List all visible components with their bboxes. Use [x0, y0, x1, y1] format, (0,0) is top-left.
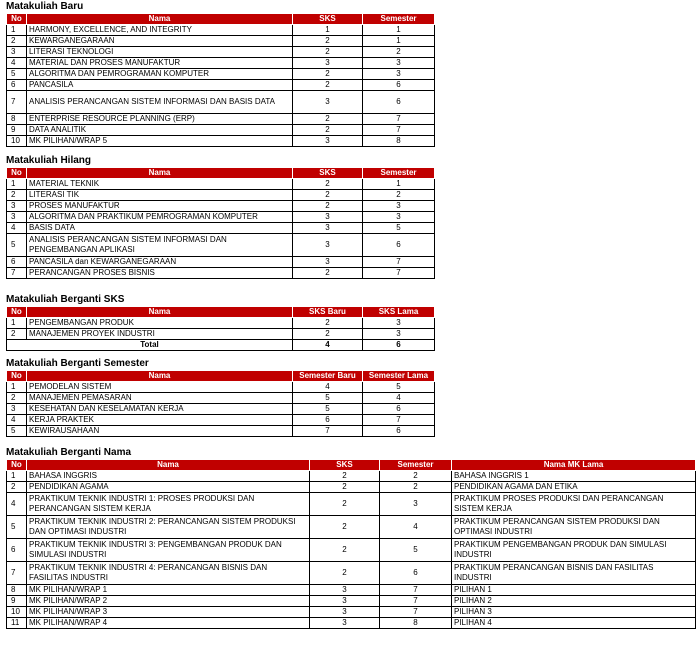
col-4: 3: [363, 69, 435, 80]
section-title-berganti-sks: Matakuliah Berganti SKS: [6, 294, 125, 305]
total-sks-lama: 6: [363, 340, 435, 351]
col-3: 2: [293, 201, 363, 212]
col-4: 7: [380, 607, 452, 618]
course-name: MANAJEMEN PROYEK INDUSTRI: [27, 329, 293, 340]
column-header: No: [7, 371, 27, 382]
table-row: [7, 607, 696, 618]
course-name: MATERIAL TEKNIK: [27, 179, 293, 190]
course-name: ALGORITMA DAN PEMROGRAMAN KOMPUTER: [27, 69, 293, 80]
course-name: LITERASI TEKNOLOGI: [27, 47, 293, 58]
course-name: PROSES MANUFAKTUR: [27, 201, 293, 212]
col-3: 2: [310, 471, 380, 482]
col-4: 1: [363, 36, 435, 47]
row-number: 7: [7, 268, 27, 279]
table-row: [7, 493, 696, 516]
col-3: 2: [293, 268, 363, 279]
col-4: 6: [363, 404, 435, 415]
row-number: 7: [7, 91, 27, 114]
course-name: KESEHATAN DAN KESELAMATAN KERJA: [27, 404, 293, 415]
table-row: [7, 516, 696, 539]
row-number: 3: [7, 404, 27, 415]
table-row: [7, 329, 435, 340]
col-4: 7: [380, 585, 452, 596]
table-row: [7, 471, 696, 482]
course-name: PRAKTIKUM TEKNIK INDUSTRI 4: PERANCANGAN BISNIS DAN FASILITAS INDUSTRI: [27, 562, 310, 585]
col-4: 7: [363, 257, 435, 268]
table-row: [7, 404, 435, 415]
col-4: 1: [363, 25, 435, 36]
course-name: PEMODELAN SISTEM: [27, 382, 293, 393]
row-number: 2: [7, 329, 27, 340]
row-number: 11: [7, 618, 27, 629]
table-row: [7, 426, 435, 437]
table-row: [7, 382, 435, 393]
course-name: MK PILIHAN/WRAP 5: [27, 136, 293, 147]
table-row: [7, 80, 435, 91]
row-number: 3: [7, 47, 27, 58]
col-3: 3: [310, 596, 380, 607]
table-row: [7, 562, 696, 585]
col-3: 2: [310, 493, 380, 516]
col-4: 2: [363, 190, 435, 201]
column-header: Semester Baru: [293, 371, 363, 382]
col-4: 6: [363, 234, 435, 257]
table-row: [7, 618, 696, 629]
col-4: 6: [363, 91, 435, 114]
table-row: [7, 223, 435, 234]
col-3: 2: [310, 562, 380, 585]
row-number: 3: [7, 212, 27, 223]
table-berganti-semester: [6, 370, 435, 437]
column-header: No: [7, 460, 27, 471]
col-4: 2: [380, 482, 452, 493]
col-3: 4: [293, 382, 363, 393]
column-header: Nama: [27, 460, 310, 471]
row-number: 4: [7, 223, 27, 234]
column-header: Semester: [363, 168, 435, 179]
course-name: PENGEMBANGAN PRODUK: [27, 318, 293, 329]
row-number: 2: [7, 393, 27, 404]
col-3: 2: [293, 125, 363, 136]
column-header: SKS: [293, 14, 363, 25]
col-3: 5: [293, 404, 363, 415]
old-course-name: PILIHAN 2: [452, 596, 696, 607]
table-row: [7, 190, 435, 201]
course-name: MANAJEMEN PEMASARAN: [27, 393, 293, 404]
table-row: [7, 201, 435, 212]
column-header: Semester Lama: [363, 371, 435, 382]
table-row: [7, 539, 696, 562]
table-row: [7, 318, 435, 329]
old-course-name: PENDIDIKAN AGAMA DAN ETIKA: [452, 482, 696, 493]
col-4: 4: [363, 393, 435, 404]
course-name: LITERASI TIK: [27, 190, 293, 201]
row-number: 4: [7, 58, 27, 69]
column-header: Semester: [363, 14, 435, 25]
old-course-name: PRAKTIKUM PENGEMBANGAN PRODUK DAN SIMULASI INDUSTRI: [452, 539, 696, 562]
col-4: 7: [363, 268, 435, 279]
table-row: [7, 36, 435, 47]
course-name: PANCASILA: [27, 80, 293, 91]
section-title-berganti-nama: Matakuliah Berganti Nama: [6, 447, 132, 458]
col-4: 7: [380, 596, 452, 607]
col-4: 7: [363, 114, 435, 125]
col-3: 2: [293, 190, 363, 201]
course-name: BASIS DATA: [27, 223, 293, 234]
row-number: 3: [7, 201, 27, 212]
col-3: 3: [293, 234, 363, 257]
col-3: 3: [310, 618, 380, 629]
column-header: SKS: [293, 168, 363, 179]
col-4: 5: [363, 223, 435, 234]
column-header: Nama: [27, 307, 293, 318]
table-matakuliah-hilang: [6, 167, 435, 279]
column-header: No: [7, 14, 27, 25]
table-row: [7, 596, 696, 607]
column-header: Nama: [27, 168, 293, 179]
col-4: 3: [363, 58, 435, 69]
course-name: ANALISIS PERANCANGAN SISTEM INFORMASI DAN BASIS DATA: [27, 91, 293, 114]
col-3: 3: [293, 223, 363, 234]
course-name: PENDIDIKAN AGAMA: [27, 482, 310, 493]
course-name: PRAKTIKUM TEKNIK INDUSTRI 1: PROSES PRODUKSI DAN PERANCANGAN SISTEM KERJA: [27, 493, 310, 516]
section-title-baru: Matakuliah Baru: [6, 1, 84, 12]
col-3: 2: [310, 539, 380, 562]
col-3: 3: [310, 585, 380, 596]
section-title-hilang: Matakuliah Hilang: [6, 155, 92, 166]
row-number: 2: [7, 190, 27, 201]
col-3: 2: [293, 329, 363, 340]
col-3: 2: [293, 179, 363, 190]
table-row: [7, 114, 435, 125]
row-number: 5: [7, 516, 27, 539]
course-name: ANALISIS PERANCANGAN SISTEM INFORMASI DAN PENGEMBANGAN APLIKASI: [27, 234, 293, 257]
table-row: [7, 69, 435, 80]
table-row: [7, 136, 435, 147]
col-3: 3: [310, 607, 380, 618]
column-header: No: [7, 307, 27, 318]
course-name: KEWARGANEGARAAN: [27, 36, 293, 47]
course-name: MK PILIHAN/WRAP 2: [27, 596, 310, 607]
total-row: [7, 340, 435, 351]
col-4: 2: [363, 47, 435, 58]
col-4: 8: [363, 136, 435, 147]
row-number: 1: [7, 471, 27, 482]
col-4: 1: [363, 179, 435, 190]
col-4: 3: [363, 318, 435, 329]
col-3: 5: [293, 393, 363, 404]
total-sks-baru: 4: [293, 340, 363, 351]
section-title-berganti-semester: Matakuliah Berganti Semester: [6, 358, 149, 369]
row-number: 5: [7, 69, 27, 80]
course-name: MK PILIHAN/WRAP 1: [27, 585, 310, 596]
col-4: 7: [363, 415, 435, 426]
col-3: 3: [293, 136, 363, 147]
table-header-row: [7, 14, 435, 25]
col-4: 7: [363, 125, 435, 136]
row-number: 2: [7, 482, 27, 493]
row-number: 7: [7, 562, 27, 585]
old-course-name: PILIHAN 1: [452, 585, 696, 596]
table-row: [7, 268, 435, 279]
col-4: 3: [380, 493, 452, 516]
col-4: 5: [380, 539, 452, 562]
col-3: 2: [293, 114, 363, 125]
col-4: 3: [363, 329, 435, 340]
row-number: 1: [7, 25, 27, 36]
column-header: Semester: [380, 460, 452, 471]
row-number: 6: [7, 80, 27, 91]
column-header: No: [7, 168, 27, 179]
table-row: [7, 415, 435, 426]
col-3: 2: [293, 80, 363, 91]
row-number: 2: [7, 36, 27, 47]
row-number: 1: [7, 179, 27, 190]
total-label: Total: [7, 340, 293, 351]
course-name: PRAKTIKUM TEKNIK INDUSTRI 3: PENGEMBANGAN PRODUK DAN SIMULASI INDUSTRI: [27, 539, 310, 562]
col-4: 6: [363, 80, 435, 91]
table-header-row: [7, 307, 435, 318]
table-header-row: [7, 460, 696, 471]
col-3: 2: [293, 47, 363, 58]
table-berganti-nama: [6, 459, 696, 629]
column-header: SKS Baru: [293, 307, 363, 318]
column-header: Nama MK Lama: [452, 460, 696, 471]
row-number: 10: [7, 136, 27, 147]
table-header-row: [7, 371, 435, 382]
col-3: 2: [293, 36, 363, 47]
course-name: ALGORITMA DAN PRAKTIKUM PEMROGRAMAN KOMPUTER: [27, 212, 293, 223]
column-header: Nama: [27, 14, 293, 25]
col-3: 3: [293, 58, 363, 69]
table-row: [7, 257, 435, 268]
course-name: MK PILIHAN/WRAP 3: [27, 607, 310, 618]
row-number: 8: [7, 114, 27, 125]
course-name: PERANCANGAN PROSES BISNIS: [27, 268, 293, 279]
old-course-name: BAHASA INGGRIS 1: [452, 471, 696, 482]
course-name: PANCASILA dan KEWARGANEGARAAN: [27, 257, 293, 268]
course-name: BAHASA INGGRIS: [27, 471, 310, 482]
old-course-name: PRAKTIKUM PERANCANGAN BISNIS DAN FASILITAS INDUSTRI: [452, 562, 696, 585]
col-3: 2: [293, 69, 363, 80]
col-4: 8: [380, 618, 452, 629]
col-3: 7: [293, 426, 363, 437]
row-number: 5: [7, 234, 27, 257]
course-name: KEWIRAUSAHAAN: [27, 426, 293, 437]
col-4: 3: [363, 201, 435, 212]
col-3: 2: [310, 482, 380, 493]
col-4: 6: [363, 426, 435, 437]
row-number: 9: [7, 125, 27, 136]
table-row: [7, 58, 435, 69]
row-number: 6: [7, 257, 27, 268]
table-matakuliah-baru: [6, 13, 435, 147]
col-3: 3: [293, 257, 363, 268]
column-header: SKS Lama: [363, 307, 435, 318]
row-number: 8: [7, 585, 27, 596]
table-berganti-sks: [6, 306, 435, 351]
course-name: KERJA PRAKTEK: [27, 415, 293, 426]
col-3: 3: [293, 91, 363, 114]
table-row: [7, 125, 435, 136]
row-number: 4: [7, 415, 27, 426]
col-3: 2: [293, 318, 363, 329]
col-4: 3: [363, 212, 435, 223]
table-header-row: [7, 168, 435, 179]
row-number: 1: [7, 382, 27, 393]
old-course-name: PILIHAN 3: [452, 607, 696, 618]
col-3: 3: [293, 212, 363, 223]
table-row: [7, 91, 435, 114]
course-name: MK PILIHAN/WRAP 4: [27, 618, 310, 629]
course-name: HARMONY, EXCELLENCE, AND INTEGRITY: [27, 25, 293, 36]
old-course-name: PRAKTIKUM PERANCANGAN SISTEM PRODUKSI DAN OPTIMASI INDUSTRI: [452, 516, 696, 539]
table-row: [7, 47, 435, 58]
col-4: 5: [363, 382, 435, 393]
col-3: 6: [293, 415, 363, 426]
table-row: [7, 393, 435, 404]
table-row: [7, 482, 696, 493]
table-row: [7, 234, 435, 257]
row-number: 4: [7, 493, 27, 516]
col-3: 1: [293, 25, 363, 36]
row-number: 1: [7, 318, 27, 329]
col-4: 2: [380, 471, 452, 482]
course-name: ENTERPRISE RESOURCE PLANNING (ERP): [27, 114, 293, 125]
col-3: 2: [310, 516, 380, 539]
col-4: 6: [380, 562, 452, 585]
row-number: 5: [7, 426, 27, 437]
table-row: [7, 179, 435, 190]
column-header: SKS: [310, 460, 380, 471]
table-row: [7, 585, 696, 596]
col-4: 4: [380, 516, 452, 539]
course-name: MATERIAL DAN PROSES MANUFAKTUR: [27, 58, 293, 69]
table-row: [7, 212, 435, 223]
column-header: Nama: [27, 371, 293, 382]
course-name: DATA ANALITIK: [27, 125, 293, 136]
table-row: [7, 25, 435, 36]
row-number: 6: [7, 539, 27, 562]
old-course-name: PILIHAN 4: [452, 618, 696, 629]
old-course-name: PRAKTIKUM PROSES PRODUKSI DAN PERANCANGAN SISTEM KERJA: [452, 493, 696, 516]
row-number: 9: [7, 596, 27, 607]
course-name: PRAKTIKUM TEKNIK INDUSTRI 2: PERANCANGAN SISTEM PRODUKSI DAN OPTIMASI INDUSTRI: [27, 516, 310, 539]
row-number: 10: [7, 607, 27, 618]
